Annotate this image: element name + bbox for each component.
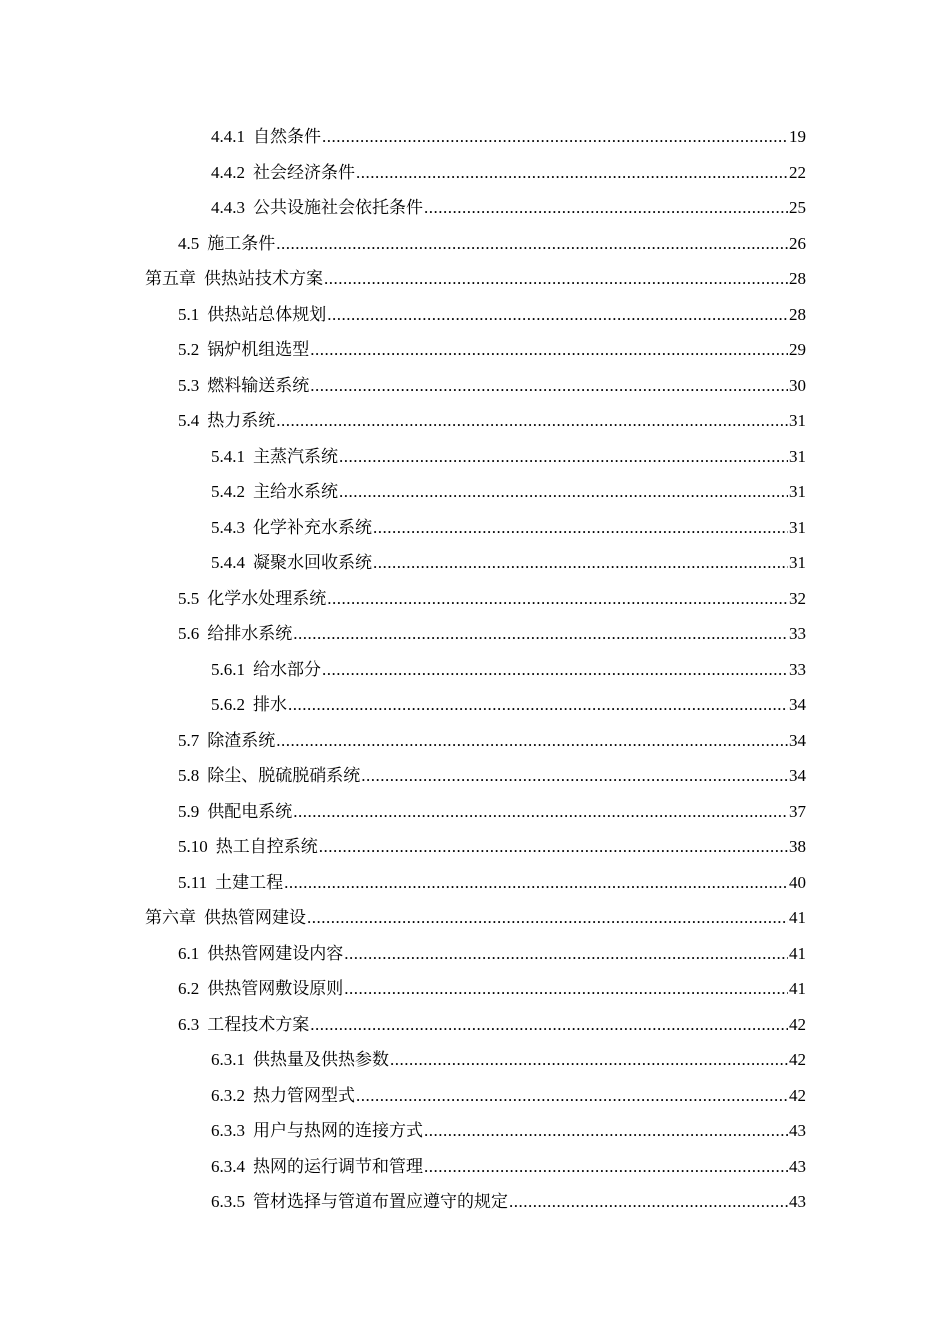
toc-dot-leader: [288, 696, 788, 713]
toc-page-number: 32: [789, 588, 806, 608]
toc-entry[interactable]: [0, 616, 950, 652]
toc-entry[interactable]: [0, 510, 950, 546]
toc-row: [178, 625, 806, 642]
toc-section-number: 5.5: [178, 588, 200, 608]
toc-page-number: 41: [789, 943, 806, 963]
toc-section-number: 5.4.2: [211, 482, 245, 502]
toc-section-title: 供热站总体规划: [207, 304, 327, 324]
toc-row: [211, 1193, 806, 1210]
toc-section-title: 化学水处理系统: [207, 588, 327, 608]
toc-section-number: 6.1: [178, 943, 200, 963]
toc-row: [211, 128, 806, 145]
toc-entry[interactable]: [0, 936, 950, 972]
toc-page-number: 41: [789, 908, 806, 928]
toc-section-title: 给排水系统: [207, 624, 293, 644]
toc-dot-leader: [424, 199, 788, 216]
toc-section-title: 给水部分: [253, 659, 321, 679]
toc-section-title: 社会经济条件: [253, 162, 355, 182]
toc-page-number: 42: [789, 1085, 806, 1105]
toc-dot-leader: [327, 590, 788, 607]
toc-page-number: 28: [789, 269, 806, 289]
toc-section-title: 主蒸汽系统: [253, 446, 338, 466]
toc-section-number: 4.4.3: [211, 198, 245, 218]
toc-section-title: 除渣系统: [207, 730, 276, 750]
toc-section-title: 凝聚水回收系统: [253, 553, 372, 573]
toc-dot-leader: [310, 1016, 788, 1033]
toc-page-number: 25: [789, 198, 806, 218]
toc-section-title: 热力系统: [207, 411, 276, 431]
toc-page-number: 19: [789, 127, 806, 147]
toc-dot-leader: [390, 1051, 788, 1068]
toc-row: [145, 909, 806, 926]
toc-section-number: 4.5: [178, 233, 200, 253]
toc-page-number: 31: [789, 446, 806, 466]
toc-section-number: 5.4.3: [211, 517, 245, 537]
toc-section-title: 热力管网型式: [253, 1085, 355, 1105]
toc-entry[interactable]: [0, 155, 950, 191]
toc-dot-leader: [284, 874, 788, 891]
toc-row: [211, 554, 806, 571]
toc-row: [211, 1158, 806, 1175]
toc-row: [145, 270, 806, 287]
toc-entry[interactable]: [0, 1184, 950, 1220]
toc-dot-leader: [509, 1193, 788, 1210]
toc-section-number: 5.6.2: [211, 695, 245, 715]
toc-dot-leader: [339, 448, 788, 465]
toc-dot-leader: [276, 235, 788, 252]
toc-page-number: 30: [789, 375, 806, 395]
toc-row: [178, 980, 806, 997]
toc-entry[interactable]: [0, 971, 950, 1007]
toc-dot-leader: [373, 519, 788, 536]
toc-entry[interactable]: [0, 865, 950, 901]
toc-dot-leader: [424, 1158, 788, 1175]
toc-section-title: 供热站技术方案: [204, 269, 323, 289]
toc-page-number: 29: [789, 340, 806, 360]
toc-page-number: 43: [789, 1121, 806, 1141]
toc-section-title: 供热管网建设: [204, 908, 306, 928]
toc-row: [178, 803, 806, 820]
toc-dot-leader: [322, 128, 788, 145]
toc-entry[interactable]: [0, 1042, 950, 1078]
toc-row: [211, 164, 806, 181]
toc-section-number: 第六章: [145, 908, 196, 928]
toc-section-number: 5.10: [178, 837, 208, 857]
toc-section-number: 5.8: [178, 766, 200, 786]
toc-page-number: 31: [789, 517, 806, 537]
toc-section-number: 6.3: [178, 1014, 200, 1034]
toc-row: [178, 1016, 806, 1033]
toc-dot-leader: [310, 377, 788, 394]
toc-row: [211, 199, 806, 216]
toc-dot-leader: [339, 483, 788, 500]
toc-section-title: 施工条件: [207, 233, 276, 253]
toc-section-title: 燃料输送系统: [207, 375, 310, 395]
toc-section-title: 除尘、脱硫脱硝系统: [207, 766, 361, 786]
toc-row: [211, 696, 806, 713]
toc-entry[interactable]: [0, 581, 950, 617]
toc-section-number: 6.3.3: [211, 1121, 245, 1141]
toc-page-number: 33: [789, 624, 806, 644]
toc-page-number: 42: [789, 1014, 806, 1034]
toc-entry[interactable]: [0, 261, 950, 297]
toc-dot-leader: [293, 625, 788, 642]
toc-section-title: 工程技术方案: [207, 1014, 310, 1034]
toc-section-number: 5.2: [178, 340, 200, 360]
toc-dot-leader: [276, 412, 788, 429]
toc-entry[interactable]: [0, 226, 950, 262]
toc-dot-leader: [276, 732, 788, 749]
toc-entry[interactable]: [0, 687, 950, 723]
toc-section-title: 自然条件: [253, 127, 321, 147]
toc-entry[interactable]: [0, 829, 950, 865]
table-of-contents: [0, 119, 950, 1220]
toc-row: [178, 590, 806, 607]
toc-dot-leader: [373, 554, 788, 571]
toc-section-title: 供热管网敷设原则: [207, 979, 344, 999]
toc-section-title: 热网的运行调节和管理: [253, 1156, 423, 1176]
toc-entry[interactable]: [0, 297, 950, 333]
toc-section-title: 热工自控系统: [215, 837, 318, 857]
toc-page-number: 43: [789, 1192, 806, 1212]
toc-dot-leader: [293, 803, 788, 820]
toc-dot-leader: [344, 980, 788, 997]
toc-page-number: 40: [789, 872, 806, 892]
toc-dot-leader: [324, 270, 788, 287]
toc-section-number: 5.3: [178, 375, 200, 395]
toc-row: [178, 838, 806, 855]
toc-dot-leader: [319, 838, 788, 855]
toc-entry[interactable]: [0, 1078, 950, 1114]
toc-row: [211, 519, 806, 536]
toc-section-title: 化学补充水系统: [253, 517, 372, 537]
toc-section-number: 5.1: [178, 304, 200, 324]
toc-row: [211, 1051, 806, 1068]
toc-row: [178, 235, 806, 252]
toc-page-number: 22: [789, 162, 806, 182]
toc-dot-leader: [356, 1087, 788, 1104]
toc-page-number: 37: [789, 801, 806, 821]
toc-page-number: 34: [789, 695, 806, 715]
toc-page-number: 34: [789, 730, 806, 750]
toc-dot-leader: [344, 945, 788, 962]
toc-section-title: 管材选择与管道布置应遵守的规定: [253, 1192, 508, 1212]
toc-row: [211, 661, 806, 678]
toc-entry[interactable]: [0, 545, 950, 581]
toc-dot-leader: [424, 1122, 788, 1139]
toc-section-number: 5.4.4: [211, 553, 245, 573]
toc-section-title: 主给水系统: [253, 482, 338, 502]
toc-section-number: 5.4: [178, 411, 200, 431]
toc-section-number: 5.6: [178, 624, 200, 644]
toc-entry[interactable]: [0, 794, 950, 830]
toc-row: [178, 306, 806, 323]
toc-section-number: 5.9: [178, 801, 200, 821]
toc-section-number: 第五章: [145, 269, 196, 289]
toc-row: [178, 732, 806, 749]
toc-page-number: 33: [789, 659, 806, 679]
toc-entry[interactable]: [0, 119, 950, 155]
toc-row: [178, 945, 806, 962]
toc-section-title: 土建工程: [215, 872, 284, 892]
toc-entry[interactable]: [0, 1007, 950, 1043]
toc-section-title: 供热管网建设内容: [207, 943, 344, 963]
toc-page-number: 31: [789, 411, 806, 431]
toc-row: [178, 341, 806, 358]
toc-page-number: 31: [789, 482, 806, 502]
toc-section-number: 6.3.4: [211, 1156, 245, 1176]
toc-section-title: 排水: [253, 695, 287, 715]
toc-entry[interactable]: [0, 758, 950, 794]
toc-page-number: 43: [789, 1156, 806, 1176]
toc-row: [178, 412, 806, 429]
toc-entry[interactable]: [0, 1149, 950, 1185]
toc-entry[interactable]: [0, 403, 950, 439]
toc-section-number: 5.4.1: [211, 446, 245, 466]
toc-section-number: 6.3.5: [211, 1192, 245, 1212]
toc-page-number: 42: [789, 1050, 806, 1070]
toc-entry[interactable]: [0, 723, 950, 759]
toc-section-number: 5.7: [178, 730, 200, 750]
toc-section-number: 4.4.2: [211, 162, 245, 182]
toc-row: [211, 1122, 806, 1139]
toc-row: [178, 377, 806, 394]
toc-section-title: 供配电系统: [207, 801, 293, 821]
toc-entry[interactable]: [0, 368, 950, 404]
toc-section-number: 5.6.1: [211, 659, 245, 679]
toc-row: [211, 448, 806, 465]
toc-entry[interactable]: [0, 332, 950, 368]
toc-dot-leader: [356, 164, 788, 181]
toc-section-title: 锅炉机组选型: [207, 340, 310, 360]
toc-section-number: 6.3.1: [211, 1050, 245, 1070]
toc-dot-leader: [361, 767, 788, 784]
toc-page-number: 26: [789, 233, 806, 253]
toc-page-number: 34: [789, 766, 806, 786]
toc-row: [178, 767, 806, 784]
toc-section-title: 供热量及供热参数: [253, 1050, 389, 1070]
toc-page-number: 28: [789, 304, 806, 324]
toc-page-number: 31: [789, 553, 806, 573]
toc-dot-leader: [310, 341, 788, 358]
toc-entry[interactable]: [0, 190, 950, 226]
toc-section-number: 4.4.1: [211, 127, 245, 147]
toc-section-title: 公共设施社会依托条件: [253, 198, 423, 218]
toc-section-title: 用户与热网的连接方式: [253, 1121, 423, 1141]
toc-row: [178, 874, 806, 891]
toc-entry[interactable]: [0, 439, 950, 475]
toc-dot-leader: [327, 306, 788, 323]
toc-entry[interactable]: [0, 900, 950, 936]
toc-row: [211, 1087, 806, 1104]
toc-entry[interactable]: [0, 652, 950, 688]
toc-page-number: 38: [789, 837, 806, 857]
toc-row: [211, 483, 806, 500]
toc-entry[interactable]: [0, 474, 950, 510]
toc-page-number: 41: [789, 979, 806, 999]
toc-section-number: 6.2: [178, 979, 200, 999]
toc-dot-leader: [307, 909, 788, 926]
toc-entry[interactable]: [0, 1113, 950, 1149]
toc-section-number: 5.11: [178, 872, 208, 892]
toc-dot-leader: [322, 661, 788, 678]
toc-section-number: 6.3.2: [211, 1085, 245, 1105]
